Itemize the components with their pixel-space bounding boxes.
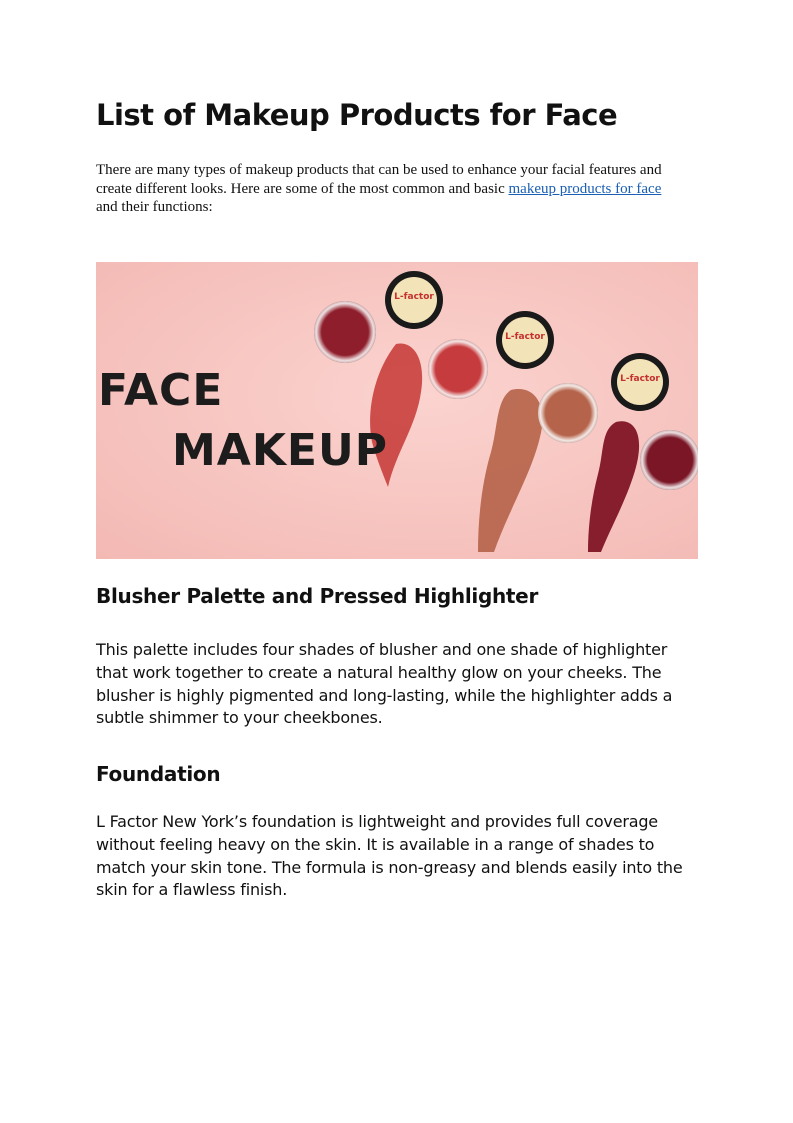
- jar-lid-1: [385, 271, 443, 329]
- intro-paragraph: [96, 161, 686, 217]
- jar-lid-2: [496, 311, 554, 369]
- jar-open-nude: [538, 383, 598, 443]
- section-body-blusher: This palette includes four shades of blusher and one shade of highlighter that work together to create a natural healthy glow on your cheeks. The blusher is highly pigmented and long-lasting, while the highlighter adds a subtle shimmer to your cheekbones.: [96, 640, 673, 728]
- intro-text-before: There are many types of makeup products that can be used to enhance your facial features and create different looks. Here are some of the most common and basic: [96, 162, 662, 197]
- face-makeup-illustration: [96, 262, 698, 559]
- lid-brand-3: L-factor: [620, 374, 660, 384]
- hero-image: [96, 262, 698, 559]
- jar-open-red: [428, 339, 488, 399]
- jar-open-berry: [640, 430, 698, 490]
- hero-line-face: FACE: [98, 365, 224, 416]
- section-heading-blusher: Blusher Palette and Pressed Highlighter: [96, 584, 539, 608]
- lid-brand-1: L-factor: [394, 292, 434, 302]
- section-heading-foundation: Foundation: [96, 762, 221, 786]
- section-body-foundation: L Factor New York’s foundation is lightweight and provides full coverage without feeling heavy on the skin. It is available in a range of shades to match your skin tone. The formula is non-greasy and blends easily into the skin for a flawless finish.: [96, 812, 683, 900]
- intro-text-after: and their functions:: [96, 199, 213, 215]
- hero-line-makeup: MAKEUP: [172, 425, 388, 476]
- makeup-products-link[interactable]: makeup products for: [508, 180, 637, 197]
- lid-brand-2: L-factor: [505, 332, 545, 342]
- jar-open-dark-red: [314, 301, 376, 363]
- page-title: List of Makeup Products for Face: [96, 98, 618, 132]
- jar-lid-3: [611, 353, 669, 411]
- face-link[interactable]: face: [636, 180, 662, 197]
